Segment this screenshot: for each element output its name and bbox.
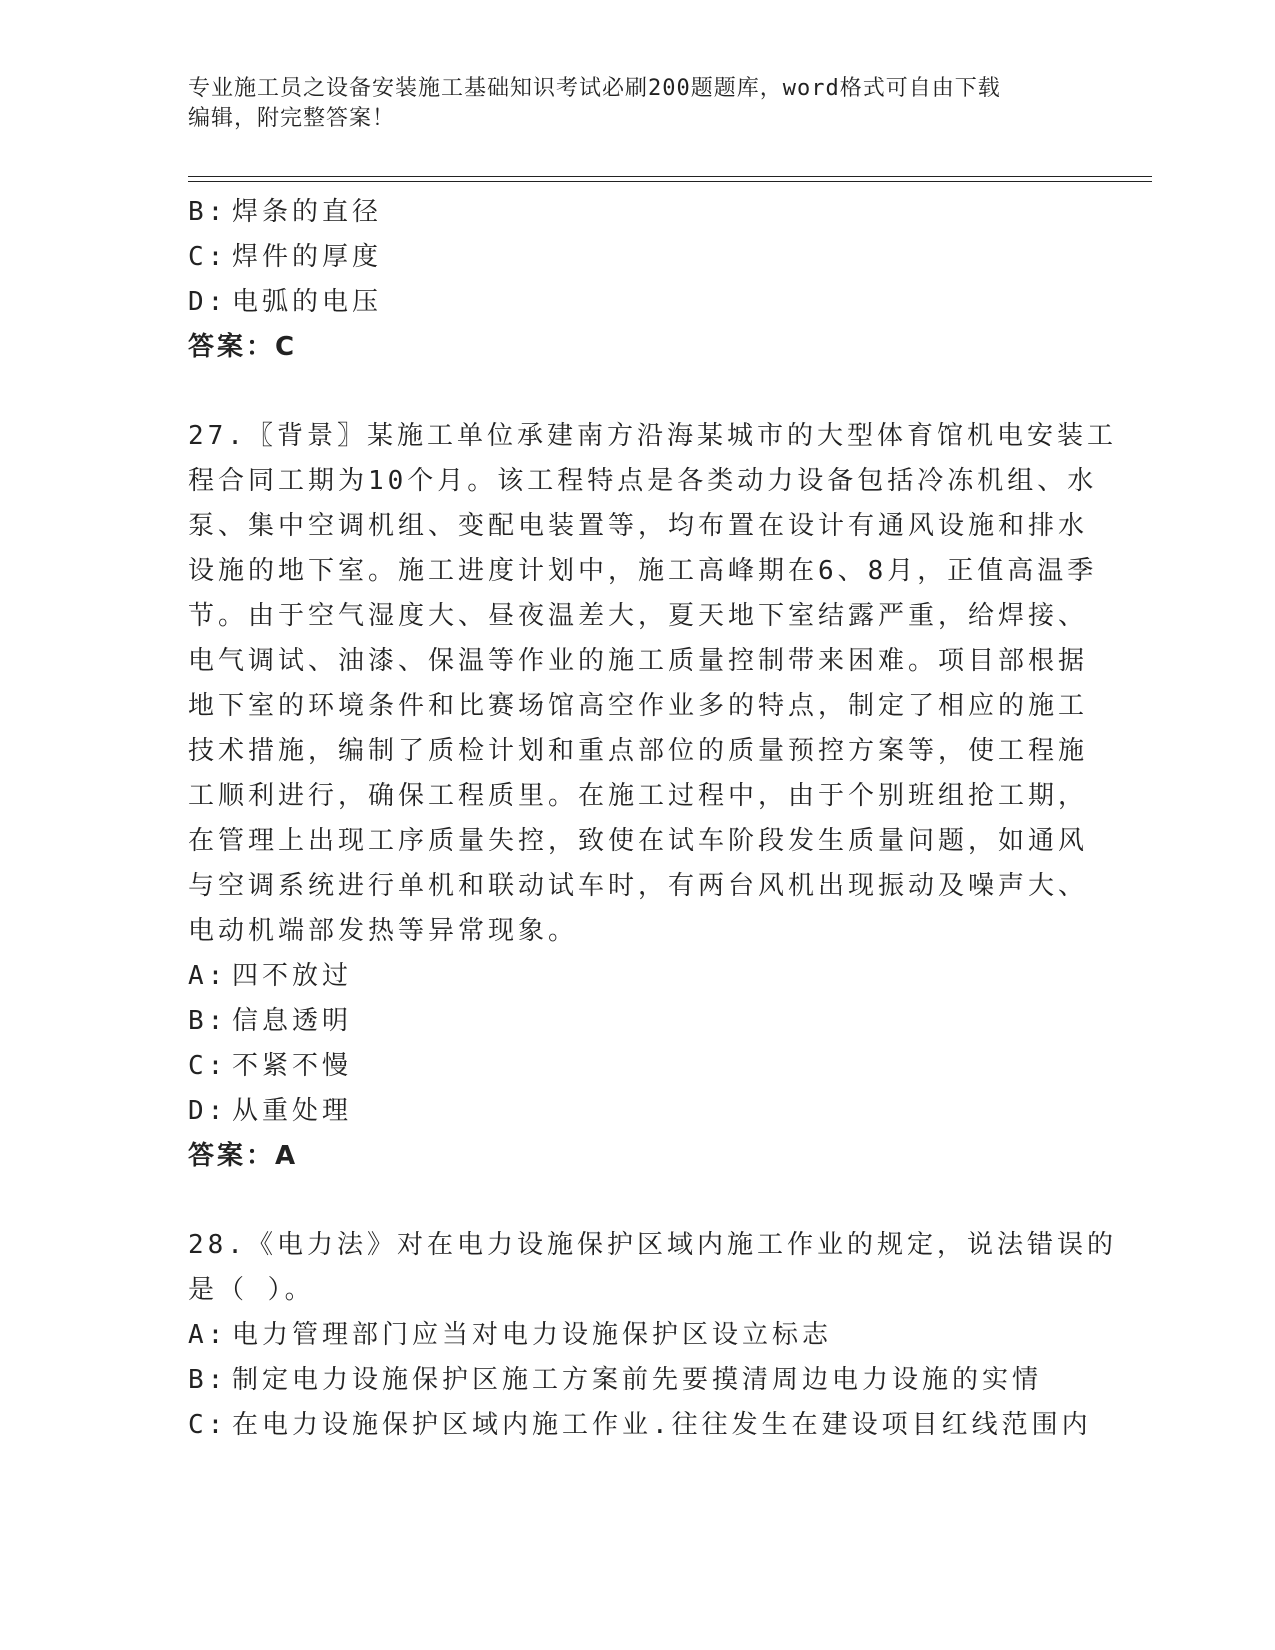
question-27-line: 地下室的环境条件和比赛场馆高空作业多的特点，制定了相应的施工 <box>188 691 1089 721</box>
option-text: 在电力设施保护区域内施工作业.往往发生在建设项目红线范围内 <box>232 1410 1092 1440</box>
option-letter: D: <box>188 1096 228 1126</box>
question-27 <box>188 414 1117 954</box>
question-26-options <box>188 190 1088 370</box>
answer-26: 答案：C <box>188 332 298 362</box>
option-text: 不紧不慢 <box>232 1051 353 1081</box>
option-letter: D: <box>188 287 228 317</box>
question-28-line: 28.《电力法》对在电力设施保护区域内施工作业的规定，说法错误的 <box>188 1230 1117 1260</box>
question-28-options <box>188 1313 1092 1448</box>
option-letter: A: <box>188 1320 228 1350</box>
question-27-line: 27.〖背景〗某施工单位承建南方沿海某城市的大型体育馆机电安装工 <box>188 421 1117 451</box>
option-b <box>188 1358 1088 1403</box>
option-a <box>188 954 1088 999</box>
option-text: 从重处理 <box>232 1096 353 1126</box>
question-27-line: 设施的地下室。施工进度计划中，施工高峰期在6、8月，正值高温季 <box>188 556 1098 586</box>
question-27-options <box>188 954 1088 1179</box>
question-27-line: 在管理上出现工序质量失控，致使在试车阶段发生质量问题，如通风 <box>188 826 1089 856</box>
header-divider-bottom <box>188 181 1152 182</box>
header-divider-top <box>188 176 1152 177</box>
document-body <box>188 190 1117 1448</box>
header-title-line-1: 专业施工员之设备安装施工基础知识考试必刷200题题库，word格式可自由下载 <box>188 76 1001 101</box>
question-27-line: 电动机端部发热等异常现象。 <box>188 916 579 946</box>
question-28 <box>188 1223 1117 1313</box>
question-27-line: 工顺利进行，确保工程质里。在施工过程中，由于个别班组抢工期， <box>188 781 1089 811</box>
option-c <box>188 235 1088 280</box>
option-text: 焊条的直径 <box>232 197 383 227</box>
question-27-line: 程合同工期为10个月。该工程特点是各类动力设备包括冷冻机组、水 <box>188 466 1098 496</box>
question-27-line: 节。由于空气湿度大、昼夜温差大，夏天地下室结露严重，给焊接、 <box>188 601 1089 631</box>
question-28-line: 是（ ）。 <box>188 1275 315 1305</box>
question-27-line: 泵、集中空调机组、变配电装置等，均布置在设计有通风设施和排水 <box>188 511 1089 541</box>
option-text: 电力管理部门应当对电力设施保护区设立标志 <box>232 1320 833 1350</box>
answer-27: 答案：A <box>188 1141 299 1171</box>
option-c <box>188 1044 1088 1089</box>
option-b <box>188 999 1088 1044</box>
option-d <box>188 280 1088 325</box>
option-letter: B: <box>188 1365 228 1395</box>
option-letter: B: <box>188 1006 228 1036</box>
option-b <box>188 190 1088 235</box>
question-27-line: 电气调试、油漆、保温等作业的施工质量控制带来困难。项目部根据 <box>188 646 1089 676</box>
option-d <box>188 1089 1088 1134</box>
option-text: 制定电力设施保护区施工方案前先要摸清周边电力设施的实情 <box>232 1365 1043 1395</box>
header-title-line-2: 编辑，附完整答案！ <box>188 106 396 131</box>
option-letter: C: <box>188 1051 228 1081</box>
question-27-line: 技术措施，编制了质检计划和重点部位的质量预控方案等，使工程施 <box>188 736 1089 766</box>
option-c <box>188 1403 1092 1448</box>
option-text: 焊件的厚度 <box>232 242 383 272</box>
option-letter: C: <box>188 1410 228 1440</box>
document-header <box>188 74 1088 134</box>
option-letter: B: <box>188 197 228 227</box>
question-27-line: 与空调系统进行单机和联动试车时，有两台风机出现振动及噪声大、 <box>188 871 1089 901</box>
option-a <box>188 1313 1088 1358</box>
option-letter: C: <box>188 242 228 272</box>
option-text: 电弧的电压 <box>232 287 383 317</box>
option-text: 信息透明 <box>232 1006 353 1036</box>
option-text: 四不放过 <box>232 961 353 991</box>
option-letter: A: <box>188 961 228 991</box>
